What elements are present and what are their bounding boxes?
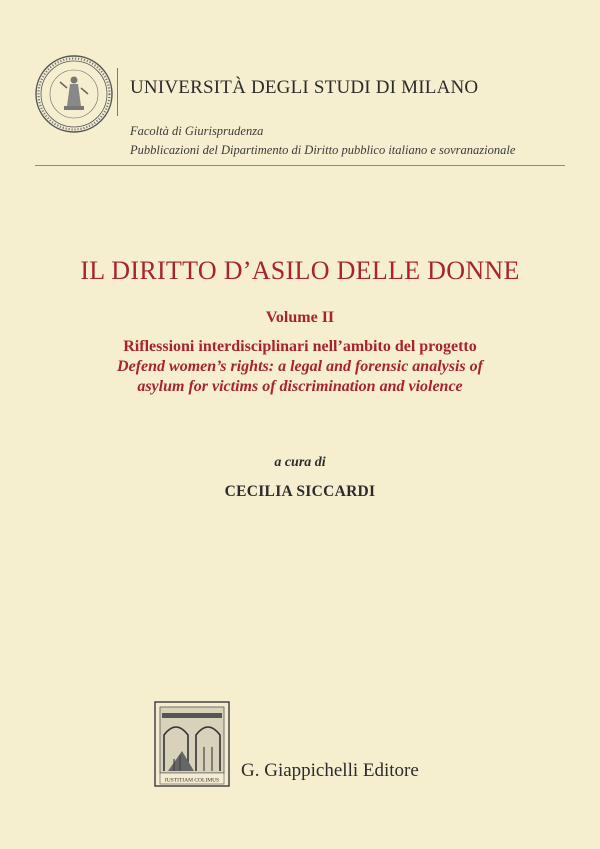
university-name: UNIVERSITÀ DEGLI STUDI DI MILANO (130, 77, 479, 98)
svg-text:IUSTITIAM COLIMUS: IUSTITIAM COLIMUS (164, 777, 220, 784)
publisher-logo-icon (154, 701, 230, 787)
editor-name: CECILIA SICCARDI (224, 483, 376, 500)
subtitle-line-1: Riflessioni interdisciplinari nell’ambito del progetto (123, 338, 477, 355)
subtitle-line-3: asylum for victims of discrimination and violence (137, 378, 463, 395)
edited-by-label: a cura di (274, 455, 326, 470)
subtitle-line-2: Defend women’s rights: a legal and forensic analysis of (117, 358, 483, 375)
header-rule (35, 165, 565, 166)
header-divider (117, 68, 118, 116)
university-seal-icon (34, 54, 114, 134)
volume-label: Volume II (265, 309, 335, 326)
faculty-name: Facoltà di Giurisprudenza (130, 124, 264, 138)
publisher-name: G. Giappichelli Editore (241, 760, 419, 781)
series-name: Pubblicazioni del Dipartimento di Diritto pubblico italiano e sovranazionale (130, 143, 516, 157)
book-title: IL DIRITTO D’ASILO DELLE DONNE (80, 256, 520, 285)
